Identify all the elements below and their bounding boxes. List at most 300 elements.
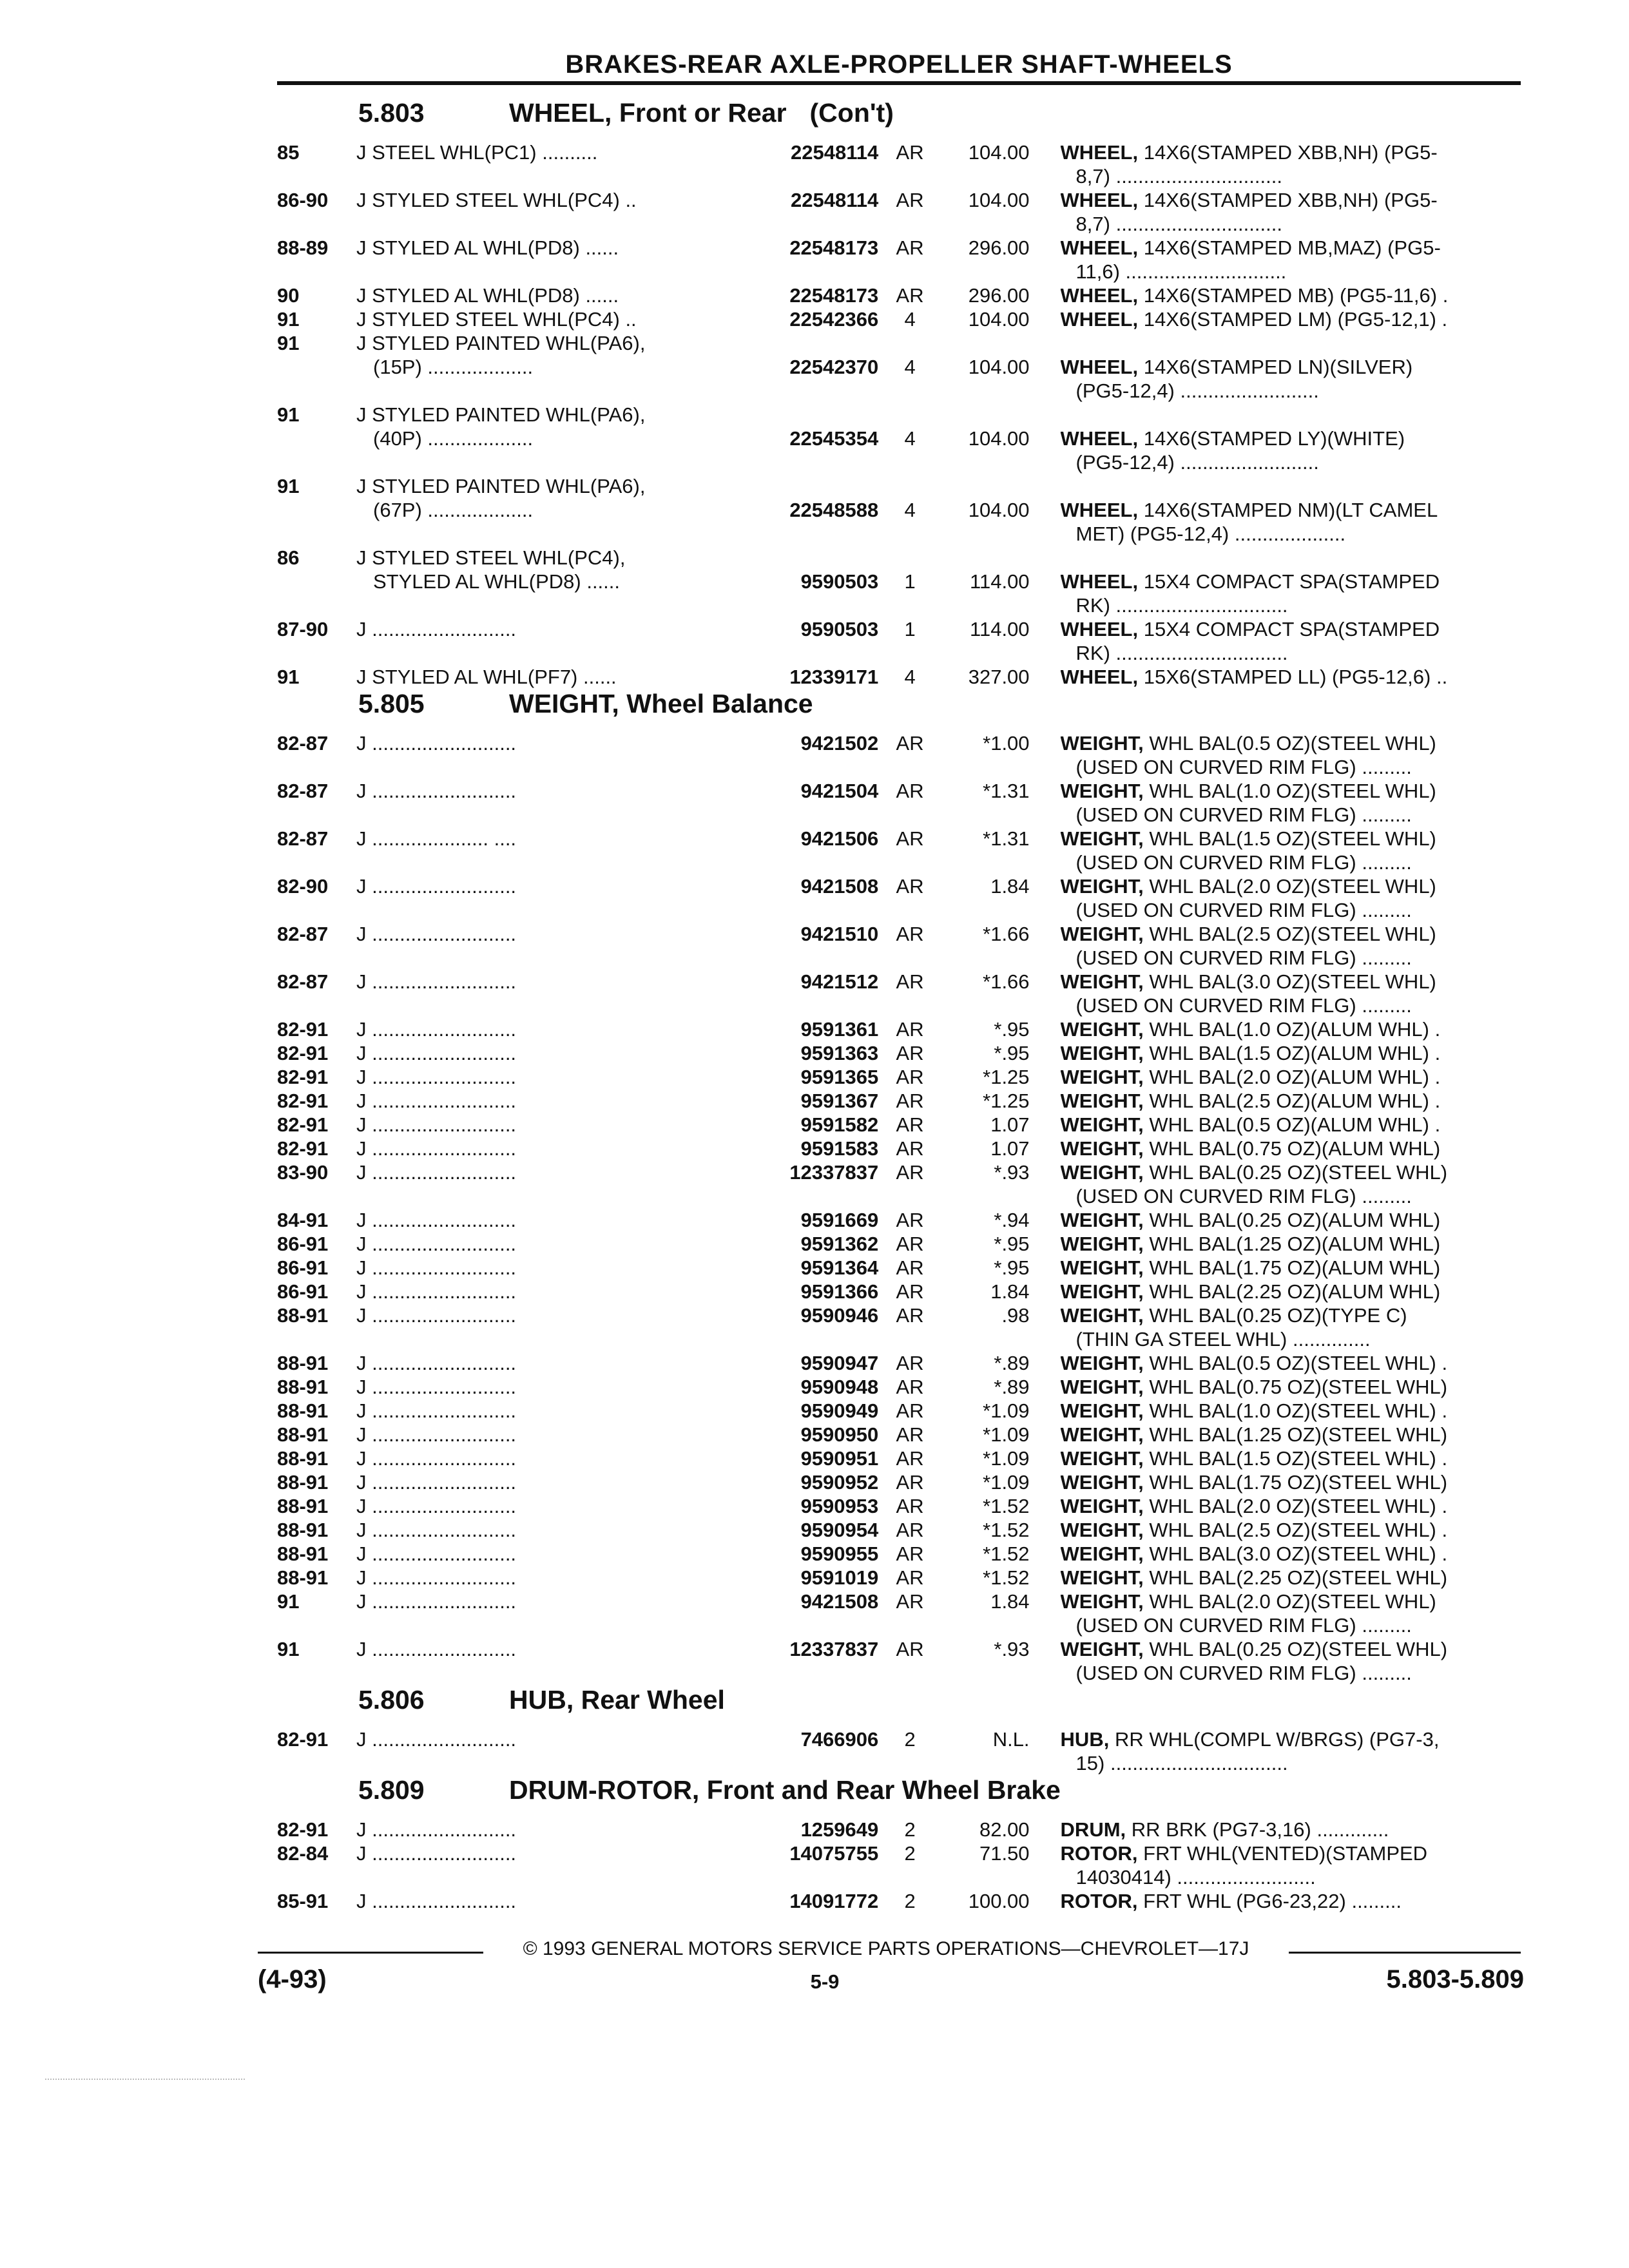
part-number: 12337837 <box>789 1161 879 1184</box>
table-row <box>277 1727 1524 1775</box>
quantity: AR <box>896 1566 924 1589</box>
quantity: 2 <box>904 1728 916 1751</box>
table-row <box>277 731 1524 779</box>
part-name <box>1030 922 1524 970</box>
part-name-line: WHEEL, 14X6(STAMPED LY)(WHITE) <box>1060 427 1405 450</box>
usage-description <box>356 1494 734 1518</box>
usage-line: J .......................... <box>356 1352 517 1374</box>
table-row <box>277 307 1524 331</box>
table-row <box>277 188 1524 236</box>
quantity: 2 <box>904 1818 916 1841</box>
part-number: 9591362 <box>800 1233 879 1255</box>
price: *1.66 <box>983 970 1030 993</box>
part-name <box>1030 779 1524 827</box>
part-name-line: (USED ON CURVED RIM FLG) ......... <box>1075 1662 1412 1684</box>
usage-description <box>356 236 734 260</box>
quantity: AR <box>896 1542 924 1565</box>
model-years: 82-91 <box>277 1090 329 1112</box>
model-years: 82-84 <box>277 1842 329 1865</box>
quantity: AR <box>896 923 924 945</box>
table-row <box>277 1256 1524 1280</box>
part-name <box>1030 1889 1524 1913</box>
table-row <box>277 1089 1524 1113</box>
table-row <box>277 474 1524 546</box>
usage-line: J STYLED PAINTED WHL(PA6), <box>356 332 646 354</box>
price: 104.00 <box>968 189 1030 211</box>
usage-description <box>356 1375 734 1399</box>
section-number: 5.805 <box>358 689 425 718</box>
section-name: WEIGHT, Wheel Balance <box>509 689 813 718</box>
usage-line: J .......................... <box>356 1090 517 1112</box>
usage-description <box>356 665 734 689</box>
price: 1.07 <box>990 1113 1030 1136</box>
table-row <box>277 1818 1524 1841</box>
part-name-line: WEIGHT, WHL BAL(2.5 OZ)(STEEL WHL) <box>1060 923 1436 945</box>
part-name <box>1030 1470 1524 1494</box>
quantity: AR <box>896 1495 924 1517</box>
model-years: 82-91 <box>277 1018 329 1041</box>
model-years: 86 <box>277 546 300 569</box>
part-name-line: WHEEL, 15X6(STAMPED LL) (PG5-12,6) .. <box>1060 666 1448 688</box>
price: 296.00 <box>968 284 1030 307</box>
price: *1.25 <box>983 1066 1030 1088</box>
usage-description <box>356 284 734 307</box>
part-name <box>1030 731 1524 779</box>
table-row <box>277 1303 1524 1351</box>
quantity: AR <box>896 1256 924 1279</box>
model-years: 88-91 <box>277 1519 329 1541</box>
model-years: 91 <box>277 475 300 497</box>
table-row <box>277 1065 1524 1089</box>
part-name <box>1030 1375 1524 1399</box>
table-row <box>277 1351 1524 1375</box>
price: 104.00 <box>968 308 1030 331</box>
quantity: AR <box>896 1280 924 1303</box>
usage-description <box>356 1280 734 1303</box>
part-number: 22542370 <box>789 356 879 378</box>
part-name-line: ROTOR, FRT WHL(VENTED)(STAMPED <box>1060 1842 1428 1865</box>
price: *.89 <box>994 1352 1030 1374</box>
part-name <box>1030 474 1524 546</box>
part-number: 22542366 <box>789 308 879 331</box>
usage-line: J .......................... <box>356 1399 517 1422</box>
part-name <box>1030 1494 1524 1518</box>
price: *.89 <box>994 1376 1030 1398</box>
part-name-line: WHEEL, 14X6(STAMPED XBB,NH) (PG5- <box>1060 189 1438 211</box>
part-name <box>1030 1113 1524 1137</box>
usage-line: J .......................... <box>356 1590 517 1613</box>
part-name-line: WEIGHT, WHL BAL(1.5 OZ)(STEEL WHL) . <box>1060 1447 1448 1470</box>
table-row <box>277 827 1524 874</box>
part-name <box>1030 1542 1524 1566</box>
part-name <box>1030 1446 1524 1470</box>
price: *1.09 <box>983 1399 1030 1422</box>
part-name-line: (USED ON CURVED RIM FLG) ......... <box>1075 803 1412 826</box>
table-row <box>277 1041 1524 1065</box>
part-name-line: WEIGHT, WHL BAL(0.5 OZ)(STEEL WHL) <box>1060 732 1436 754</box>
price: 82.00 <box>979 1818 1030 1841</box>
section-heading <box>277 689 1524 731</box>
usage-line: J .......................... <box>356 1376 517 1398</box>
part-name <box>1030 1818 1524 1841</box>
usage-line: J .......................... <box>356 1519 517 1541</box>
quantity: AR <box>896 1590 924 1613</box>
usage-line: J .......................... <box>356 1728 517 1751</box>
usage-description <box>356 1351 734 1375</box>
model-years: 87-90 <box>277 618 329 640</box>
part-number: 9421508 <box>800 875 879 898</box>
usage-line: J STYLED STEEL WHL(PC4) .. <box>356 308 637 331</box>
scan-specks <box>45 2079 245 2081</box>
part-name-line: WEIGHT, WHL BAL(1.75 OZ)(ALUM WHL) <box>1060 1256 1441 1279</box>
part-number: 9591019 <box>800 1566 879 1589</box>
part-name-line <box>1061 546 1524 570</box>
model-years: 83-90 <box>277 1161 329 1184</box>
usage-line: J .......................... <box>356 1495 517 1517</box>
usage-description <box>356 1542 734 1566</box>
usage-line: J .......................... <box>356 923 517 945</box>
usage-line <box>356 379 734 403</box>
part-number: 9591582 <box>800 1113 879 1136</box>
part-number: 9591363 <box>800 1042 879 1064</box>
model-years: 88-91 <box>277 1566 329 1589</box>
usage-line: J .......................... <box>356 1447 517 1470</box>
part-number: 9590949 <box>800 1399 879 1422</box>
model-years: 88-91 <box>277 1447 329 1470</box>
part-name <box>1030 284 1524 307</box>
part-name <box>1030 1399 1524 1423</box>
quantity: AR <box>896 732 924 754</box>
table-row <box>277 1518 1524 1542</box>
part-name-line: WEIGHT, WHL BAL(1.0 OZ)(ALUM WHL) . <box>1060 1018 1441 1041</box>
usage-description <box>356 1303 734 1327</box>
part-number: 1259649 <box>800 1818 879 1841</box>
footer-section-range: 5.803-5.809 <box>1386 1965 1524 1994</box>
part-number: 22545354 <box>789 427 879 450</box>
usage-line: J .......................... <box>356 1209 517 1231</box>
price: 114.00 <box>970 618 1030 640</box>
model-years: 88-91 <box>277 1304 329 1327</box>
part-number: 9421512 <box>800 970 879 993</box>
part-name-line <box>1061 474 1524 498</box>
table-row <box>277 1470 1524 1494</box>
part-name-line: HUB, RR WHL(COMPL W/BRGS) (PG7-3, <box>1060 1728 1440 1751</box>
usage-line: J .......................... <box>356 1042 517 1064</box>
part-name-line: WEIGHT, WHL BAL(0.25 OZ)(STEEL WHL) <box>1060 1638 1448 1660</box>
part-name-line: WEIGHT, WHL BAL(0.25 OZ)(ALUM WHL) <box>1060 1209 1441 1231</box>
model-years: 90 <box>277 284 300 307</box>
footer-copyright: © 1993 GENERAL MOTORS SERVICE PARTS OPERATIONS—CHEVROLET—17J <box>523 1938 1249 1959</box>
part-name-line: WEIGHT, WHL BAL(1.75 OZ)(STEEL WHL) <box>1060 1471 1448 1494</box>
usage-description <box>356 1399 734 1423</box>
part-name-line <box>1061 331 1524 355</box>
usage-description <box>356 1232 734 1256</box>
part-name-line: WEIGHT, WHL BAL(1.25 OZ)(STEEL WHL) <box>1060 1423 1448 1446</box>
part-name-line: 8,7) .............................. <box>1075 165 1282 187</box>
usage-line: (40P) ................... <box>373 427 534 450</box>
section-name: WHEEL, Front or Rear <box>509 98 787 128</box>
model-years: 82-87 <box>277 970 329 993</box>
part-name-line: WHEEL, 14X6(STAMPED MB) (PG5-11,6) . <box>1060 284 1449 307</box>
usage-description <box>356 1256 734 1280</box>
part-name-line: 8,7) .............................. <box>1075 213 1282 235</box>
usage-line: J .......................... <box>356 1818 517 1841</box>
usage-line: J .......................... <box>356 1304 517 1327</box>
price: 1.07 <box>990 1137 1030 1160</box>
part-number: 9591361 <box>800 1018 879 1041</box>
model-years: 82-87 <box>277 923 329 945</box>
part-name <box>1030 1208 1524 1232</box>
part-name <box>1030 665 1524 689</box>
quantity: AR <box>896 1471 924 1494</box>
part-name-line: ROTOR, FRT WHL (PG6-23,22) ......... <box>1060 1890 1402 1912</box>
price: *.95 <box>994 1042 1030 1064</box>
part-name-line: WEIGHT, WHL BAL(0.75 OZ)(ALUM WHL) <box>1060 1137 1441 1160</box>
table-row <box>277 1590 1524 1637</box>
price: 104.00 <box>968 356 1030 378</box>
part-name-line: RK) ............................... <box>1075 594 1288 617</box>
part-name-line: WEIGHT, WHL BAL(0.25 OZ)(STEEL WHL) <box>1060 1161 1448 1184</box>
model-years: 88-91 <box>277 1352 329 1374</box>
part-name-line: WHEEL, 14X6(STAMPED XBB,NH) (PG5- <box>1060 141 1438 164</box>
footer-rule-left <box>258 1952 483 1954</box>
price: *.95 <box>994 1233 1030 1255</box>
part-number: 9590950 <box>800 1423 879 1446</box>
part-number: 22548173 <box>789 236 879 259</box>
usage-description <box>356 1566 734 1590</box>
price: *.95 <box>994 1256 1030 1279</box>
usage-line: J .......................... <box>356 1542 517 1565</box>
quantity: 4 <box>904 499 916 521</box>
usage-line: J STYLED STEEL WHL(PC4), <box>356 546 626 569</box>
part-name-line: WEIGHT, WHL BAL(0.75 OZ)(STEEL WHL) <box>1060 1376 1448 1398</box>
model-years: 88-91 <box>277 1495 329 1517</box>
part-name <box>1030 617 1524 665</box>
model-years: 91 <box>277 1590 300 1613</box>
model-years: 91 <box>277 403 300 426</box>
table-row <box>277 1113 1524 1137</box>
part-name-line: (USED ON CURVED RIM FLG) ......... <box>1075 994 1412 1017</box>
page-title: BRAKES-REAR AXLE-PROPELLER SHAFT-WHEELS <box>565 50 1233 79</box>
usage-description <box>356 1518 734 1542</box>
part-name-line: WEIGHT, WHL BAL(2.0 OZ)(ALUM WHL) . <box>1060 1066 1441 1088</box>
model-years: 85-91 <box>277 1890 329 1912</box>
part-number: 22548114 <box>791 189 879 211</box>
price: 114.00 <box>970 570 1030 593</box>
part-name-line: WEIGHT, WHL BAL(1.5 OZ)(ALUM WHL) . <box>1060 1042 1441 1064</box>
quantity: AR <box>896 1161 924 1184</box>
usage-description <box>356 1208 734 1232</box>
part-name-line: (USED ON CURVED RIM FLG) ......... <box>1075 1614 1412 1637</box>
part-number: 9591364 <box>800 1256 879 1279</box>
quantity: AR <box>896 1304 924 1327</box>
price: 296.00 <box>968 236 1030 259</box>
price: 1.84 <box>990 875 1030 898</box>
quantity: AR <box>896 1042 924 1064</box>
part-name <box>1030 1841 1524 1889</box>
section-number: 5.806 <box>358 1685 425 1715</box>
usage-description <box>356 779 734 803</box>
part-number: 9591367 <box>800 1090 879 1112</box>
table-row <box>277 1280 1524 1303</box>
table-row <box>277 617 1524 665</box>
table-row <box>277 1446 1524 1470</box>
usage-line: J .......................... <box>356 1113 517 1136</box>
model-years: 82-87 <box>277 732 329 754</box>
price: *1.52 <box>983 1519 1030 1541</box>
part-number: 9590947 <box>800 1352 879 1374</box>
usage-line: J .......................... <box>356 875 517 898</box>
part-name-line: WEIGHT, WHL BAL(1.0 OZ)(STEEL WHL) <box>1060 780 1436 802</box>
part-name-line: DRUM, RR BRK (PG7-3,16) ............. <box>1060 1818 1389 1841</box>
part-name-line: WEIGHT, WHL BAL(0.5 OZ)(STEEL WHL) . <box>1060 1352 1448 1374</box>
quantity: AR <box>896 1066 924 1088</box>
usage-line: J .......................... <box>356 618 517 640</box>
price: *1.09 <box>983 1447 1030 1470</box>
quantity: AR <box>896 1376 924 1398</box>
usage-description <box>356 1446 734 1470</box>
usage-line <box>356 522 734 546</box>
table-row <box>277 1566 1524 1590</box>
section-heading <box>277 98 1524 140</box>
quantity: 4 <box>904 308 916 331</box>
table-row <box>277 922 1524 970</box>
part-number: 9590948 <box>800 1376 879 1398</box>
part-name-line <box>1061 403 1524 427</box>
quantity: 2 <box>904 1890 916 1912</box>
section-number: 5.803 <box>358 98 425 128</box>
usage-line: J STYLED PAINTED WHL(PA6), <box>356 475 646 497</box>
usage-description <box>356 731 734 755</box>
model-years: 86-91 <box>277 1280 329 1303</box>
quantity: AR <box>896 1352 924 1374</box>
usage-description <box>356 874 734 898</box>
section-heading <box>277 1775 1524 1818</box>
part-number: 9421510 <box>800 923 879 945</box>
table-row <box>277 1542 1524 1566</box>
table-row <box>277 779 1524 827</box>
price: *1.66 <box>983 923 1030 945</box>
quantity: 4 <box>904 427 916 450</box>
part-name <box>1030 403 1524 474</box>
part-name-line: WHEEL, 15X4 COMPACT SPA(STAMPED <box>1060 570 1440 593</box>
part-name <box>1030 1351 1524 1375</box>
table-row <box>277 140 1524 188</box>
model-years: 91 <box>277 1638 300 1660</box>
usage-line: J .......................... <box>356 1066 517 1088</box>
table-row <box>277 970 1524 1017</box>
model-years: 86-91 <box>277 1233 329 1255</box>
quantity: AR <box>896 189 924 211</box>
table-row <box>277 1889 1524 1913</box>
model-years: 86-91 <box>277 1256 329 1279</box>
usage-description <box>356 1160 734 1184</box>
usage-line: J STYLED AL WHL(PD8) ...... <box>356 236 619 259</box>
usage-line: (67P) ................... <box>373 499 534 521</box>
part-name-line: WEIGHT, WHL BAL(0.5 OZ)(ALUM WHL) . <box>1060 1113 1441 1136</box>
part-name-line: WEIGHT, WHL BAL(2.0 OZ)(STEEL WHL) <box>1060 1590 1436 1613</box>
part-number: 9591669 <box>800 1209 879 1231</box>
part-name <box>1030 1232 1524 1256</box>
quantity: 4 <box>904 356 916 378</box>
part-number: 12339171 <box>789 666 879 688</box>
price: *.95 <box>994 1018 1030 1041</box>
usage-description <box>356 922 734 946</box>
usage-line: STYLED AL WHL(PD8) ...... <box>373 570 621 593</box>
section-name: HUB, Rear Wheel <box>509 1685 725 1715</box>
table-row <box>277 1494 1524 1518</box>
usage-line: J STYLED PAINTED WHL(PA6), <box>356 403 646 426</box>
model-years: 88-91 <box>277 1542 329 1565</box>
table-row <box>277 1160 1524 1208</box>
part-name <box>1030 546 1524 617</box>
parts-list <box>277 98 1524 1913</box>
table-row <box>277 331 1524 403</box>
usage-description <box>356 1470 734 1494</box>
usage-line: J .......................... <box>356 1842 517 1865</box>
price: *1.09 <box>983 1423 1030 1446</box>
part-name <box>1030 1137 1524 1160</box>
part-name <box>1030 970 1524 1017</box>
usage-description <box>356 1889 734 1913</box>
part-number: 9590946 <box>800 1304 879 1327</box>
usage-line: J .......................... <box>356 1256 517 1279</box>
part-number: 9421502 <box>800 732 879 754</box>
table-row <box>277 1017 1524 1041</box>
usage-description <box>356 1727 734 1751</box>
usage-description <box>356 1590 734 1613</box>
model-years: 82-91 <box>277 1113 329 1136</box>
quantity: AR <box>896 970 924 993</box>
price: *.93 <box>994 1161 1030 1184</box>
usage-line: J .......................... <box>356 1233 517 1255</box>
price: 104.00 <box>968 499 1030 521</box>
part-number: 22548588 <box>789 499 879 521</box>
table-row <box>277 284 1524 307</box>
part-name <box>1030 236 1524 284</box>
table-row <box>277 665 1524 689</box>
usage-line: J .......................... <box>356 1137 517 1160</box>
part-name <box>1030 1518 1524 1542</box>
quantity: AR <box>896 1447 924 1470</box>
usage-line: J STYLED STEEL WHL(PC4) .. <box>356 189 637 211</box>
part-number: 22548173 <box>789 284 879 307</box>
table-row <box>277 403 1524 474</box>
part-name <box>1030 827 1524 874</box>
usage-line <box>356 593 734 617</box>
part-number: 9421504 <box>800 780 879 802</box>
price: 1.84 <box>990 1280 1030 1303</box>
usage-description <box>356 970 734 994</box>
model-years: 88-89 <box>277 236 329 259</box>
usage-line: J .......................... <box>356 1018 517 1041</box>
usage-description <box>356 1818 734 1841</box>
part-name <box>1030 874 1524 922</box>
table-row <box>277 874 1524 922</box>
part-name <box>1030 1065 1524 1089</box>
section-number: 5.809 <box>358 1775 425 1805</box>
price: *.94 <box>994 1209 1030 1231</box>
price: *1.31 <box>983 780 1030 802</box>
model-years: 82-87 <box>277 780 329 802</box>
part-name-line: (THIN GA STEEL WHL) .............. <box>1075 1328 1371 1350</box>
price: 327.00 <box>968 666 1030 688</box>
model-years: 86-90 <box>277 189 329 211</box>
part-number: 9591583 <box>800 1137 879 1160</box>
part-number: 9421506 <box>800 827 879 850</box>
part-name-line: WHEEL, 14X6(STAMPED MB,MAZ) (PG5- <box>1060 236 1441 259</box>
part-number: 9590955 <box>800 1542 879 1565</box>
